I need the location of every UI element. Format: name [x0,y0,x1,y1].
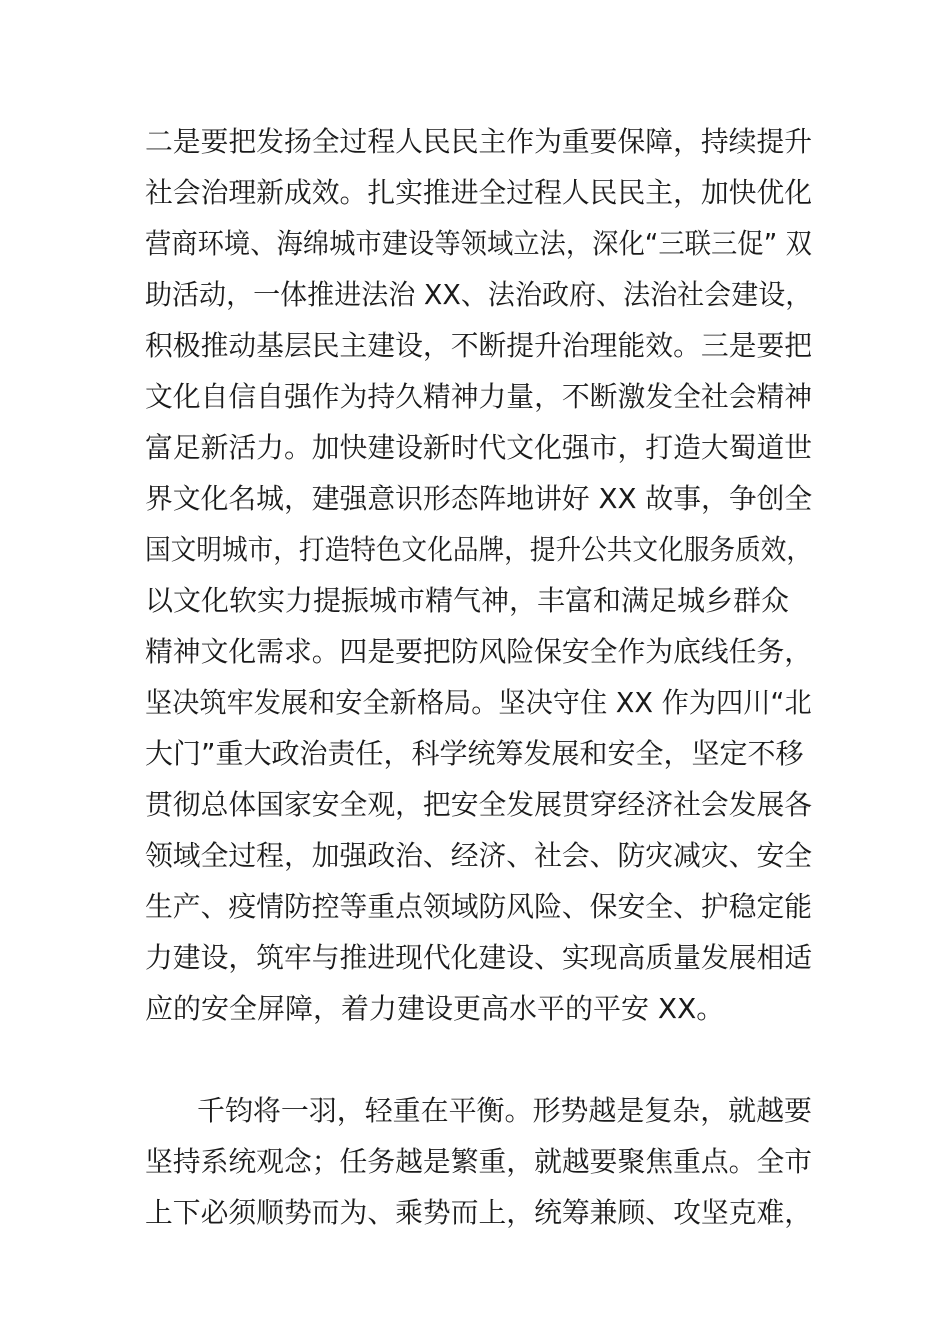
paragraph-1-line: 应的安全屏障，着力建设更高水平的平安 XX。 [145,992,725,1025]
paragraph-1-line: 国文明城市，打造特色文化品牌，提升公共文化服务质效， [145,533,813,566]
paragraph-1-line: 二是要把发扬全过程人民民主作为重要保障，持续提升 [145,125,813,158]
paragraph-1-line: 积极推动基层民主建设，不断提升治理能效。三是要把 [145,329,813,362]
paragraph-1-line: 生产、疫情防控等重点领域防风险、保安全、护稳定能 [145,890,813,923]
paragraph-1-line: 贯彻总体国家安全观，把安全发展贯穿经济社会发展各 [145,788,813,821]
paragraph-1-line: 文化自信自强作为持久精神力量，不断激发全社会精神 [145,380,813,413]
paragraph-1-line: 领域全过程，加强政治、经济、社会、防灾减灾、安全 [145,839,813,872]
paragraph-1-line: 坚决筑牢发展和安全新格局。坚决守住 XX 作为四川“北 [145,686,812,719]
paragraph-2-line: 千钧将一羽，轻重在平衡。形势越是复杂，就越要 [197,1094,813,1127]
paragraph-2-line: 上下必须顺势而为、乘势而上，统筹兼顾、攻坚克难， [145,1196,813,1229]
paragraph-1-line: 界文化名城，建强意识形态阵地讲好 XX 故事，争创全 [145,482,813,515]
paragraph-1-line: 大门”重大政治责任，科学统筹发展和安全，坚定不移 [145,737,804,770]
paragraph-1-line: 精神文化需求。四是要把防风险保安全作为底线任务， [145,635,813,668]
paragraph-1-line: 营商环境、海绵城市建设等领域立法，深化“三联三促” 双 [145,227,812,260]
paragraph-1-line: 社会治理新成效。扎实推进全过程人民民主，加快优化 [145,176,813,209]
paragraph-2-line: 坚持系统观念；任务越是繁重，就越要聚焦重点。全市 [145,1145,813,1178]
paragraph-1-line: 富足新活力。加快建设新时代文化强市，打造大蜀道世 [145,431,813,464]
paragraph-1-line: 助活动，一体推进法治 XX、法治政府、法治社会建设， [145,278,813,311]
paragraph-1-line: 以文化软实力提振城市精气神，丰富和满足城乡群众 [145,584,790,617]
paragraph-1-line: 力建设，筑牢与推进现代化建设、实现高质量发展相适 [145,941,813,974]
